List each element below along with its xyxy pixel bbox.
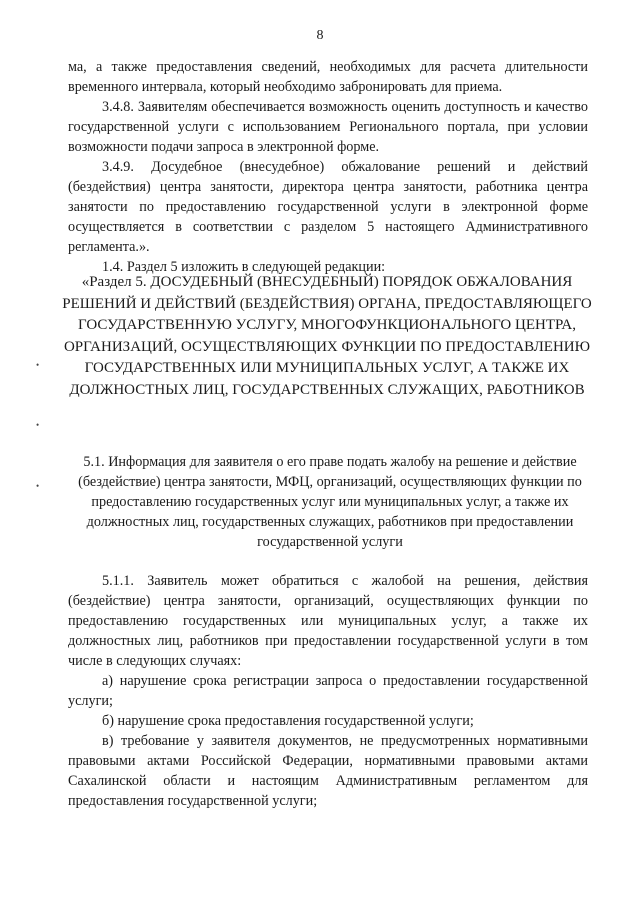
- paragraph-3-4-9: 3.4.9. Досудебное (внесудебное) обжалование решений и действий (бездействия) центра занятости, директора центра занятости, работника центра занятости по предоставлению государственной услуги в электронной форме осуществляется в соответствии с разделом 5 настоящего Административного регламента.».: [68, 159, 588, 255]
- paragraph-1-4: 1.4. Раздел 5 изложить в следующей редакции:: [102, 259, 386, 275]
- scan-mark: •: [36, 420, 40, 430]
- text-block-bottom: [68, 571, 588, 811]
- paragraph-3-4-8: 3.4.8. Заявителям обеспечивается возможность оценить доступность и качество государственной услуги с использованием Регионального портала, при условии возможности подачи запроса в электронной форме.: [68, 99, 588, 155]
- scan-mark: •: [36, 481, 40, 491]
- section-5-heading: «Раздел 5. ДОСУДЕБНЫЙ (ВНЕСУДЕБНЫЙ) ПОРЯДОК ОБЖАЛОВАНИЯ РЕШЕНИЙ И ДЕЙСТВИЙ (БЕЗДЕЙСТВИЯ) ОРГАНА, ПРЕДОСТАВЛЯЮЩЕГО ГОСУДАРСТВЕННУЮ УСЛУГУ, МНОГОФУНКЦИОНАЛЬНОГО ЦЕНТРА, ОРГАНИЗАЦИЙ, ОСУЩЕСТВЛЯЮЩИХ ФУНКЦИИ ПО ПРЕДОСТАВЛЕНИЮ ГОСУДАРСТВЕННЫХ ИЛИ МУНИЦИПАЛЬНЫХ УСЛУГ, А ТАКЖЕ ИХ ДОЛЖНОСТНЫХ ЛИЦ, ГОСУДАРСТВЕННЫХ СЛУЖАЩИХ, РАБОТНИКОВ: [62, 274, 592, 398]
- page-number: 8: [316, 28, 324, 43]
- list-item-b: б) нарушение срока предоставления государственной услуги;: [102, 713, 474, 729]
- subsection-5-1-heading: 5.1. Информация для заявителя о его праве подать жалобу на решение и действие (бездействие) центра занятости, МФЦ, организаций, осуществляющих функции по предоставлению государственных услуг или муниципальных услуг, а также их должностных лиц, государственных служащих, работников при предоставлении государственной услуги: [78, 454, 582, 550]
- scan-mark: •: [36, 360, 40, 370]
- paragraph-continuation: ма, а также предоставления сведений, необходимых для расчета длительности временного интервала, который необходимо забронировать для приема.: [68, 59, 588, 95]
- text-block-top: [68, 57, 588, 277]
- list-item-a: а) нарушение срока регистрации запроса о предоставлении государственной услуги;: [68, 673, 588, 709]
- paragraph-5-1-1: 5.1.1. Заявитель может обратиться с жалобой на решения, действия (бездействие) центра занятости, организаций, осуществляющих функции по предоставлению государственных или муниципальных услуг, а также их должностных лиц, работников при предоставлении государственной услуги в том числе в следующих случаях:: [68, 573, 588, 669]
- list-item-c: в) требование у заявителя документов, не предусмотренных нормативными правовыми актами Российской Федерации, нормативными правовыми актами Сахалинской области и настоящим Административным регламентом для предоставления государственной услуги;: [68, 733, 588, 809]
